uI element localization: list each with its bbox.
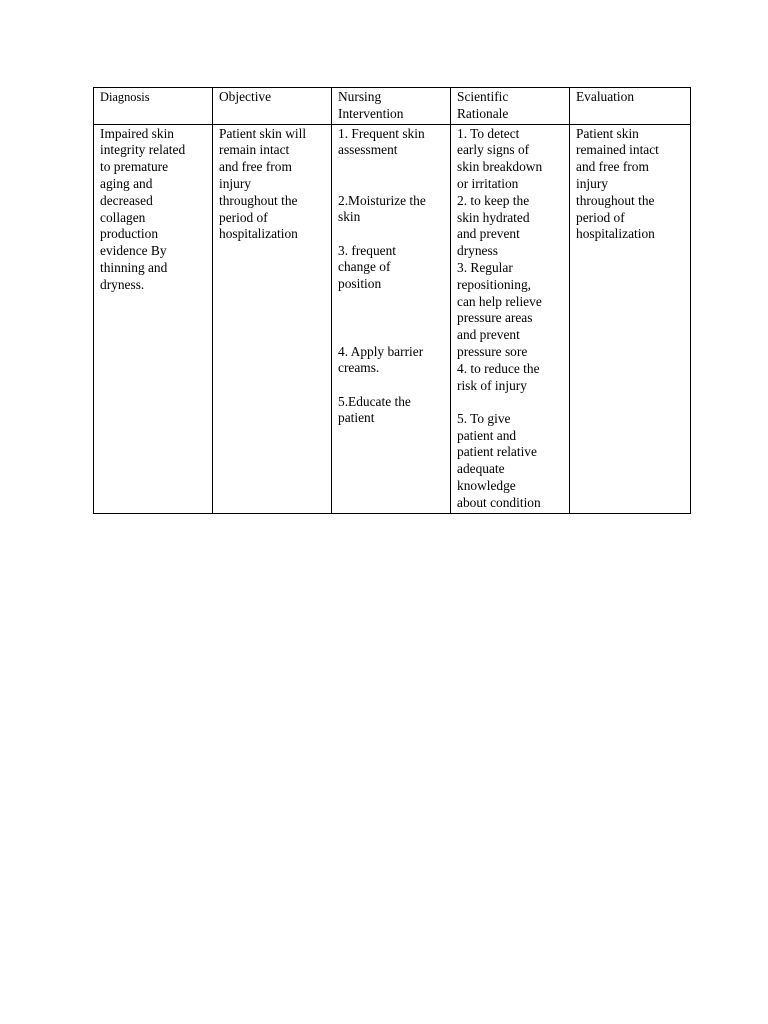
table-header-row [94, 88, 691, 125]
cell-evaluation [570, 124, 691, 513]
header-diagnosis-label: Diagnosis [100, 90, 150, 104]
nursing-care-plan-table [93, 87, 691, 514]
rationale-item-2: 2. to keep the skin hydrated and prevent dryness [457, 192, 530, 259]
rationale-item-3: 3. Regular repositioning, can help relieve pressure areas and prevent pressure sore [457, 259, 542, 359]
rationale-item-4: 4. to reduce the risk of injury [457, 360, 540, 393]
header-nursing-intervention [332, 88, 451, 125]
header-diagnosis [94, 88, 213, 125]
header-objective-label: Objective [219, 89, 272, 104]
cell-objective [213, 124, 332, 513]
cell-nursing-interventions [332, 124, 451, 513]
objective-text: Patient skin will remain intact and free from injury throughout the period of hospitalization [219, 125, 307, 242]
rationale-item-1: 1. To detect early signs of skin breakdown or irritation [457, 125, 543, 191]
header-objective [213, 88, 332, 125]
cell-diagnosis [94, 124, 213, 513]
evaluation-text: Patient skin remained intact and free from injury throughout the period of hospitalization [576, 125, 659, 242]
cell-scientific-rationales [451, 124, 570, 513]
header-evaluation [570, 88, 691, 125]
diagnosis-text: Impaired skin integrity related to premature aging and decreased collagen production evidence By thinning and dryness. [100, 125, 186, 292]
intervention-item-2: 2.Moisturize the skin [338, 192, 426, 225]
intervention-item-1: 1. Frequent skin assessment [338, 125, 425, 158]
rationale-item-5: 5. To give patient and patient relative adequate knowledge about condition [457, 410, 541, 510]
intervention-item-3: 3. frequent change of position [338, 242, 397, 292]
header-evaluation-label: Evaluation [576, 89, 635, 104]
header-scientific-rationale-label: Scientific Rationale [457, 89, 509, 121]
table-row [94, 124, 691, 513]
intervention-item-4: 4. Apply barrier creams. [338, 343, 424, 376]
header-scientific-rationale [451, 88, 570, 125]
header-nursing-intervention-label: Nursing Intervention [338, 89, 404, 121]
intervention-item-5: 5.Educate the patient [338, 393, 411, 426]
